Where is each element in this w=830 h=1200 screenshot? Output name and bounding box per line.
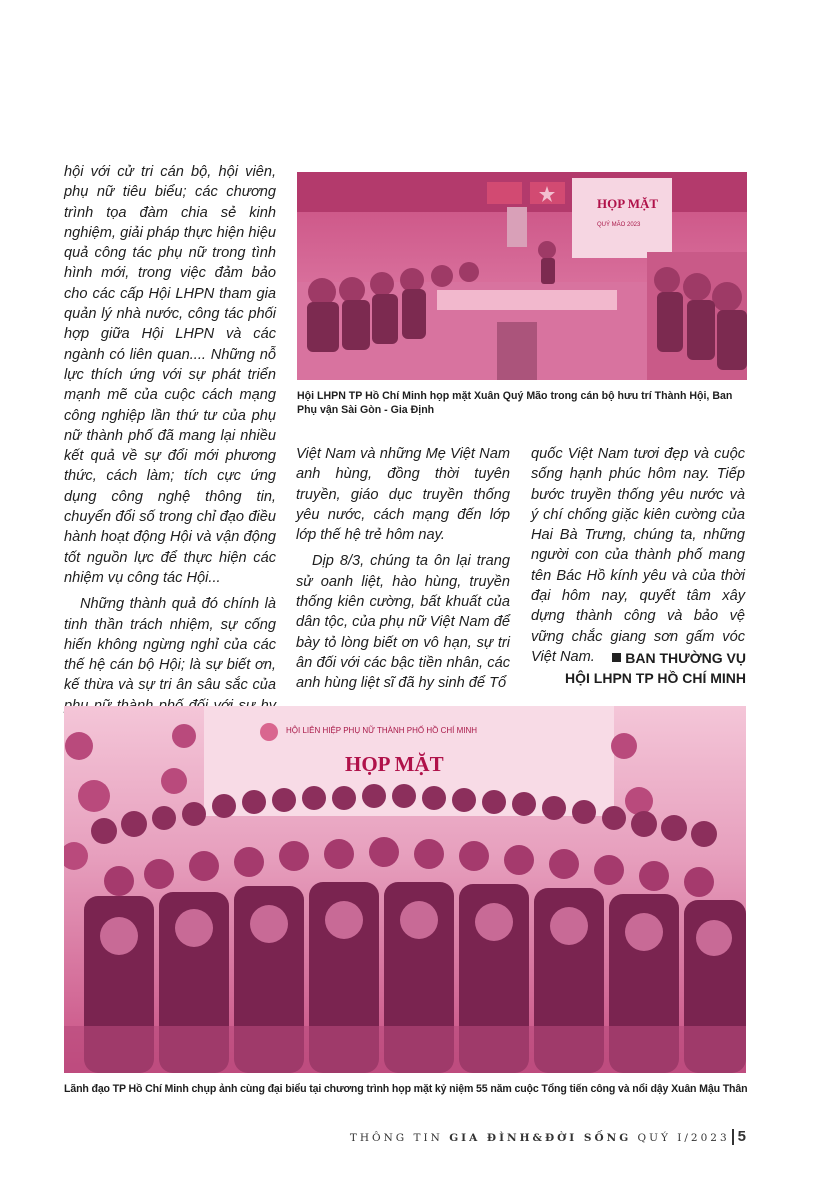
hammer-sickle-flag: [487, 182, 522, 204]
banner-title: HỌP MẶT: [597, 196, 659, 211]
signature-line: HỘI LHPN TP HỒ CHÍ MINH: [565, 670, 746, 686]
article-paragraph: hội với cử tri cán bộ, hội viên, phụ nữ tiêu biểu; các chương trình tọa đàm chia sẻ kinh nghiệm, giải pháp thực hiện hiệu quả công tác phụ nữ trong tình hình mới, trong việc đảm bảo cho các cấp Hội LHPN tham gia quản lý nhà nước, công tác phối hợp giữa Hội LHPN và các ngành có liên quan.... Những nỗ lực thích ứng với sự phát triển mạnh mẽ của cuộc cách mạng công nghiệp lần thứ tư của phụ nữ thành phố đã mang lại nhiều kết quả về sự đổi mới phương thức, cách làm; tích cực ứng dụng công nghệ thông tin, chuyển đổi số trong chỉ đạo điều hành hoạt động Hội và vận động tốt nguồn lực để thực hiện các nhiệm vụ công tác Hội...: [64, 164, 276, 586]
article-paragraph: Những thành quả đó chính là tinh thần trách nhiệm, sự cống hiến không ngừng nghỉ của các thế hệ cán bộ Hội; là sự biết ơn, kế thừa và sự tri ân sâu sắc của: [64, 596, 276, 694]
group-photo: [64, 706, 746, 1073]
banner-organization: HỘI LIÊN HIỆP PHỤ NỮ THÀNH PHỐ HỒ CHÍ MINH: [286, 726, 478, 735]
banner-year: QUÝ MÃO 2023: [597, 222, 641, 228]
logo-icon: [260, 723, 278, 741]
meeting-photo: [297, 172, 747, 380]
footer-divider: [732, 1129, 734, 1145]
footer-prefix: THÔNG TIN: [349, 1132, 443, 1144]
square-bullet-icon: [612, 653, 621, 662]
issue-label: QUÝ I/2023: [637, 1132, 730, 1144]
signature-line: BAN THƯỜNG VỤ: [565, 648, 746, 668]
article-column-right: [531, 444, 745, 667]
article-paragraph: Việt Nam và những Mẹ Việt Nam anh hùng, đồng thời tuyên truyền, giáo dục truyền thống yêu nước, cách mạng đến lớp lớp thế hệ trẻ hôm nay.: [296, 446, 510, 544]
page-number: 5: [737, 1128, 746, 1145]
stage-backdrop: [572, 178, 672, 258]
page-footer: [350, 1128, 746, 1145]
publication-name: GIA ĐÌNH&ĐỜI SỐNG: [449, 1132, 632, 1144]
article-column-middle: [296, 444, 510, 694]
banner-title: HỌP MẶT: [345, 752, 444, 776]
photo-caption: Lãnh đạo TP Hồ Chí Minh chụp ảnh cùng đại biểu tại chương trình họp mặt kỷ niệm 55 năm cuộc Tổng tiến công và nổi dậy Xuân Mậu Thân: [64, 1083, 748, 1095]
photo-caption: Hội LHPN TP Hồ Chí Minh họp mặt Xuân Quý Mão trong cán bộ hưu trí Thành Hội, Ban Phụ vận Sài Gòn - Gia Định: [297, 390, 733, 416]
article-column-left: [64, 162, 276, 757]
article-paragraph: quốc Việt Nam tươi đẹp và cuộc sống hạnh phúc hôm nay. Tiếp bước truyền thống yêu nước và ý chí chống giặc kiên cường của Hai Bà Trưng, chúng ta, những người con của thành phố mang tên Bác Hồ kính yêu và của thời đại hôm nay, quyết tâm xây dựng thành công và bảo vệ vững chắc giang sơn gấm vóc Việt Nam.: [531, 446, 745, 665]
article-paragraph: Dịp 8/3, chúng ta ôn lại trang sử oanh liệt, hào hùng, truyền thống kiên cường, bất khuất của dân tộc, của phụ nữ Việt Nam để bày tỏ lòng biết ơn vô hạn, sự tri ân đối với các bậc tiền nhân, các anh hùng liệt sĩ đã hy sinh để Tổ: [296, 553, 510, 692]
meeting-photo-image: [297, 172, 747, 380]
article-signature: [565, 648, 746, 688]
